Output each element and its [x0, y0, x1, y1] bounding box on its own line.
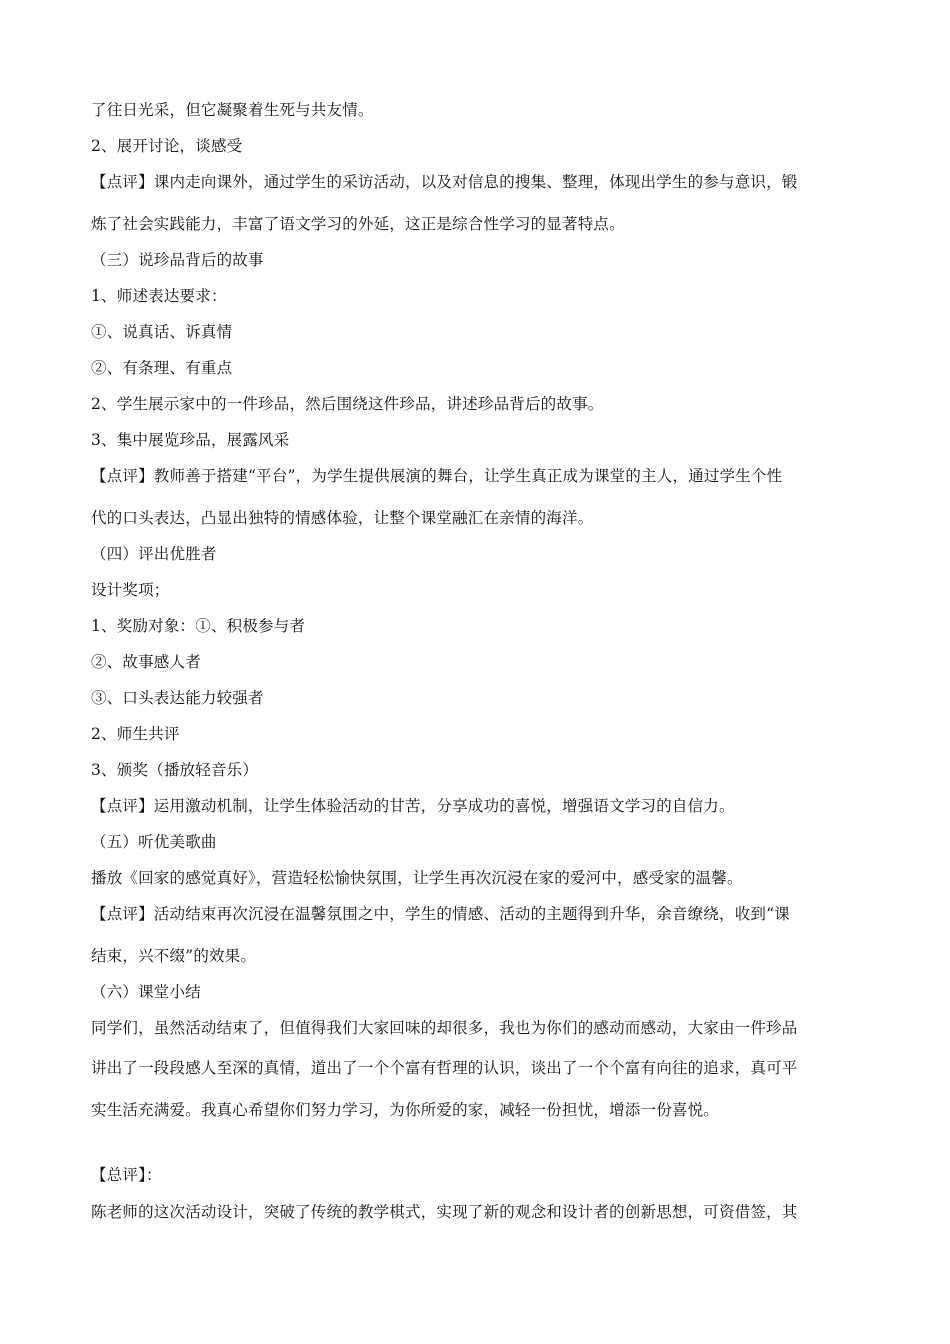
- paragraph-line: 讲出了一段段感人至深的真情，道出了一个个富有哲理的认识，谈出了一个个富有向往的追求，真可平: [91, 1059, 798, 1077]
- list-item: ①、说真话、诉真情: [91, 323, 233, 341]
- paragraph-line: 陈老师的这次活动设计，突破了传统的教学棋式，实现了新的观念和设计者的创新思想，可资借签，其: [91, 1203, 798, 1221]
- section-heading: （四）评出优胜者: [91, 545, 217, 563]
- list-item: ②、有条理、有重点: [91, 359, 233, 377]
- comment-line: 炼了社会实践能力，丰富了语文学习的外延，这正是综合性学习的显著特点。: [91, 215, 625, 233]
- comment-line: 【点评】活动结束再次沉浸在温馨氛围之中，学生的情感、活动的主题得到升华，余音缭绕，收到“课: [91, 905, 790, 923]
- comment-line: 【点评】教师善于搭建“平台”，为学生提供展演的舞台，让学生真正成为课堂的主人，通过学生个性: [91, 467, 783, 485]
- section-heading: （五）听优美歌曲: [91, 833, 217, 851]
- paragraph-line: 1、师述表达要求：: [91, 287, 227, 305]
- paragraph-line: 播放《回家的感觉真好》，营造轻松愉快氛围，让学生再次沉浸在家的爱河中，感受家的温馨。: [91, 869, 743, 887]
- paragraph-line: 2、展开讨论，谈感受: [91, 137, 243, 155]
- comment-line: 【点评】课内走向课外，通过学生的采访活动，以及对信息的搜集、整理，体现出学生的参与意识，锻: [91, 173, 798, 191]
- summary-heading: 【总评】：: [91, 1166, 162, 1184]
- comment-line: 【点评】运用激动机制，让学生体验活动的甘苦，分享成功的喜悦，增强语文学习的自信力。: [91, 797, 735, 815]
- paragraph-line: 3、集中展览珍品，展露风采: [91, 431, 290, 449]
- comment-line: 代的口头表达，凸显出独特的情感体验，让整个课堂融汇在亲情的海洋。: [91, 509, 594, 527]
- paragraph-line: 同学们，虽然活动结束了，但值得我们大家回味的却很多，我也为你们的感动而感动，大家由一件珍品: [91, 1019, 798, 1037]
- paragraph-line: 3、颁奖（播放轻音乐）: [91, 761, 259, 779]
- paragraph-line: 实生活充满爱。我真心希望你们努力学习，为你所爱的家，减轻一份担忧，增添一份喜悦。: [91, 1101, 720, 1119]
- comment-line: 结束，兴不缀”的效果。: [91, 947, 257, 965]
- paragraph-line: 2、师生共评: [91, 725, 180, 743]
- paragraph-line: 设计奖项；: [91, 581, 170, 599]
- paragraph-line: 了往日光采，但它凝聚着生死与共友情。: [91, 101, 374, 119]
- paragraph-line: 2、学生展示家中的一件珍品，然后围绕这件珍品，讲述珍品背后的故事。: [91, 395, 604, 413]
- section-heading: （三）说珍品背后的故事: [91, 251, 264, 269]
- list-item: ②、故事感人者: [91, 653, 201, 671]
- section-heading: （六）课堂小结: [91, 983, 201, 1001]
- list-item: 1、奖励对象：①、积极参与者: [91, 617, 306, 635]
- list-item: ③、口头表达能力较强者: [91, 689, 264, 707]
